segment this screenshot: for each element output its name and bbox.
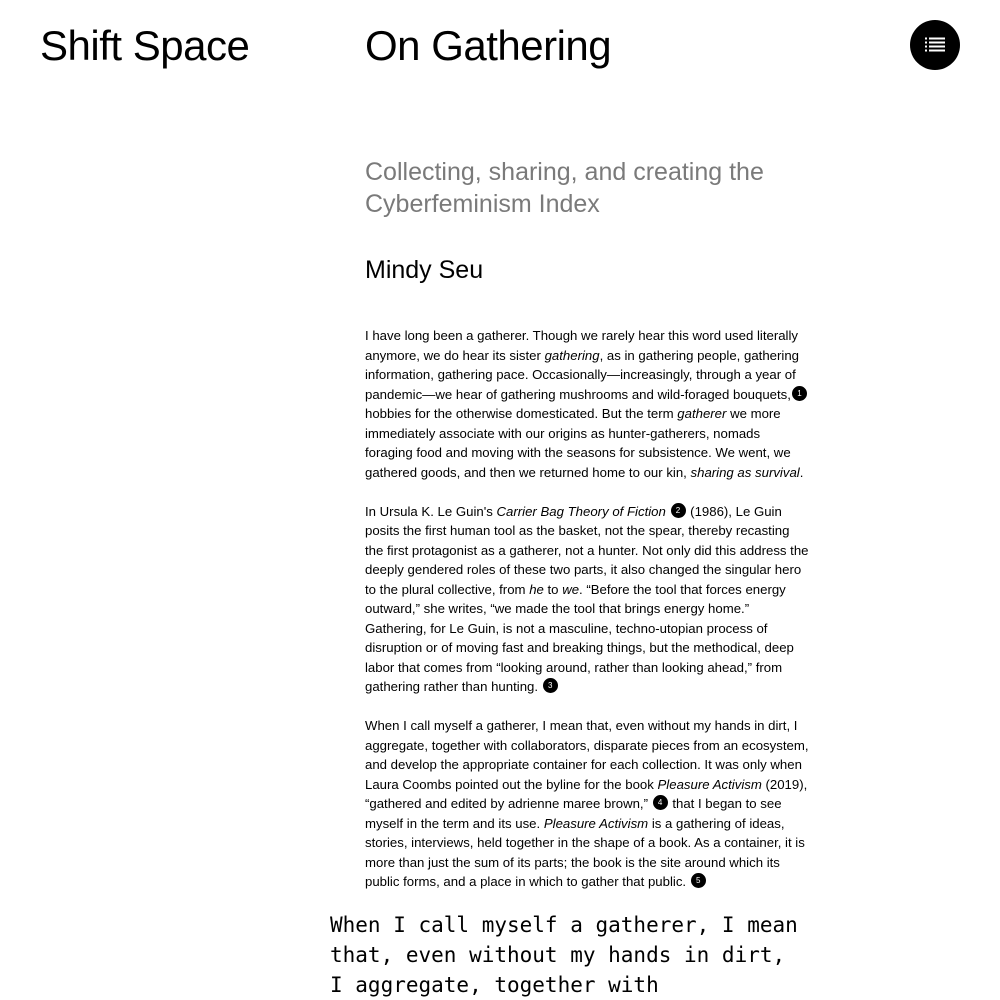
footnote-marker-1[interactable]: 1 xyxy=(792,386,807,401)
text-segment: is a gathering of ideas, stories, interviews, held together in the shape of a book. As a container, it is more than just the sum of its parts; the book is the site around which its public forms, and a place in which to gather that public. xyxy=(365,815,805,889)
footnote-marker-5[interactable]: 5 xyxy=(691,873,706,888)
footnote-marker-2[interactable]: 2 xyxy=(671,503,686,518)
text-segment: to xyxy=(543,581,563,597)
text-segment: When I call myself a gatherer, I mean that, even without my hands in dirt, I aggregate, together with collaborators, disparate pieces from an ecosystem, and develop the appropriate container for each collection. It was only when Laura Coombs pointed out the byline for the book xyxy=(365,718,809,792)
footnote-marker-3[interactable]: 3 xyxy=(543,678,558,693)
pull-quote-line-3: I aggregate, together with xyxy=(330,973,659,997)
text-segment: In Ursula K. Le Guin's xyxy=(365,503,497,519)
text-segment: I have long been a gatherer. Though we rarely hear this word used literally anymore, we do hear its sister xyxy=(365,328,799,363)
subtitle-line-2: Cyberfeminism Index xyxy=(365,190,600,218)
italic-term: sharing as survival xyxy=(690,464,800,480)
italic-term: he xyxy=(529,581,544,597)
book-title: Pleasure Activism xyxy=(543,815,649,831)
pull-quote xyxy=(330,910,810,1000)
paragraph-3 xyxy=(365,716,811,892)
text-segment: . “Before the tool that forces energy outward,” she writes, “we made the tool that brings energy home.” Gathering, for Le Guin, is not a masculine, techno-utopian process of disruption or of moving fast and breaking things, but the methodical, deep labor that comes from “looking around, rather than looking ahead,” from gathering rather than hunting. xyxy=(365,581,794,694)
italic-term: gathering xyxy=(544,347,600,363)
pull-quote-line-2: that, even without my hands in dirt, xyxy=(330,943,786,967)
article-title: On Gathering xyxy=(365,22,612,69)
italic-term: we xyxy=(562,581,580,597)
text-segment: (2019), “gathered and edited by adrienne maree brown,” xyxy=(365,776,808,811)
text-segment: hobbies for the otherwise domesticated. But the term xyxy=(365,406,678,421)
text-segment: , as in gathering people, gathering information, gathering pace. Occasionally—increasingly, through a year of pandemic—we hear of gathering mushrooms and wild-foraged bouquets, xyxy=(365,347,800,402)
article-subtitle xyxy=(365,156,805,220)
book-title: Pleasure Activism xyxy=(657,776,762,792)
text-segment: that I began to see myself in the term and its use. xyxy=(365,796,782,831)
pull-quote-line-1: When I call myself a gatherer, I mean xyxy=(330,913,798,937)
article-body xyxy=(365,326,811,911)
book-title: Carrier Bag Theory of Fiction xyxy=(496,503,666,519)
text-segment: we more immediately associate with our origins as hunter-gatherers, nomads foraging food and moving with the seasons for subsistence. We went, we gathered goods, and then we returned home to our kin, xyxy=(365,406,791,480)
paragraph-1 xyxy=(365,326,811,482)
paragraph-2 xyxy=(365,502,811,697)
subtitle-line-1: Collecting, sharing, and creating the xyxy=(365,158,764,186)
menu-button[interactable] xyxy=(910,20,960,70)
list-icon xyxy=(925,37,945,53)
author-name: Mindy Seu xyxy=(365,256,484,284)
italic-term: gatherer xyxy=(677,406,727,421)
site-title-link[interactable]: Shift Space xyxy=(40,22,250,69)
footnote-marker-4[interactable]: 4 xyxy=(653,795,668,810)
text-segment: (1986), Le Guin posits the first human tool as the basket, not the spear, thereby recasting the first protagonist as a gatherer, not a hunter. Not only did this address the deeply gendered roles of these two parts, it also changed the singular hero to the plural collective, from xyxy=(365,503,809,597)
text-segment: . xyxy=(799,464,804,480)
